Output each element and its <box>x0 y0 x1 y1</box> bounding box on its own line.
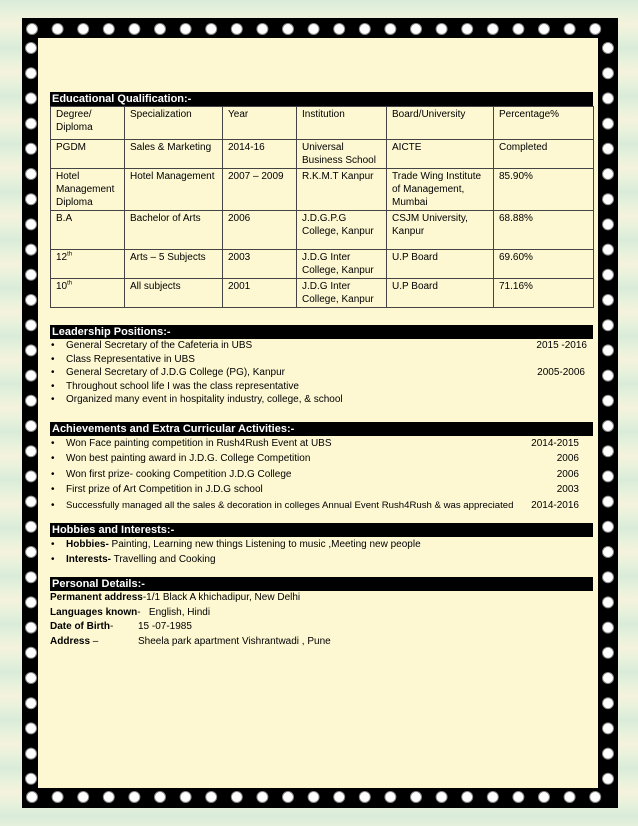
table-cell: PGDM <box>51 140 125 169</box>
film-hole-icon <box>603 521 614 532</box>
list-item: • General Secretary of J.D.G College (PG), Kanpur 2005-2006 <box>50 366 593 380</box>
table-row <box>51 250 594 279</box>
film-hole-icon <box>539 24 550 35</box>
film-hole-icon <box>487 792 498 803</box>
film-hole-icon <box>603 194 614 205</box>
item-year: 2015 -2016 <box>536 340 587 351</box>
bullet-icon: • <box>51 484 55 495</box>
film-hole-icon <box>603 143 614 154</box>
header-cell: Institution <box>297 107 387 140</box>
film-hole-icon <box>26 68 37 79</box>
film-hole-icon <box>462 792 473 803</box>
film-hole-icon <box>257 792 268 803</box>
table-cell: Universal Business School <box>297 140 387 169</box>
ordinal-suffix: th <box>67 251 73 258</box>
film-hole-icon <box>26 93 37 104</box>
film-hole-icon <box>103 792 114 803</box>
list-item: • Interests- Travelling and Cooking <box>51 554 216 565</box>
film-hole-icon <box>564 792 575 803</box>
film-hole-icon <box>26 320 37 331</box>
film-hole-icon <box>436 792 447 803</box>
table-row <box>51 140 594 169</box>
table-cell: Hotel Management Diploma <box>51 169 125 211</box>
film-hole-icon <box>308 792 319 803</box>
film-hole-icon <box>603 673 614 684</box>
achievements-title: Achievements and Extra Curricular Activities:- <box>50 422 593 436</box>
film-hole-icon <box>603 269 614 280</box>
film-hole-icon <box>231 792 242 803</box>
film-hole-icon <box>206 792 217 803</box>
table-row <box>51 211 594 250</box>
list-item: • Organized many event in hospitality industry, college, & school <box>51 394 343 405</box>
bullet-icon: • <box>51 554 55 565</box>
film-hole-icon <box>283 792 294 803</box>
film-hole-icon <box>603 597 614 608</box>
bullet-icon: • <box>51 468 55 480</box>
film-hole-icon <box>26 421 37 432</box>
film-hole-icon <box>590 24 601 35</box>
film-hole-icon <box>129 24 140 35</box>
item-year: 2014-2016 <box>531 499 579 511</box>
film-hole-icon <box>564 24 575 35</box>
bullet-icon: • <box>51 340 55 351</box>
table-cell: 85.90% <box>494 169 594 211</box>
film-hole-icon <box>231 24 242 35</box>
film-hole-icon <box>26 370 37 381</box>
film-hole-icon <box>52 792 63 803</box>
table-cell: Trade Wing Institute of Management, Mumbai <box>387 169 494 211</box>
list-item: • Throughout school life I was the class representative <box>51 380 299 392</box>
film-hole-icon <box>603 723 614 734</box>
permanent-address-row: Permanent address -1/1 Black A khichadipur, New Delhi <box>50 592 301 603</box>
film-hole-icon <box>603 773 614 784</box>
item-year: 2005-2006 <box>537 367 585 378</box>
film-hole-icon <box>603 219 614 230</box>
table-cell: 69.60% <box>494 250 594 279</box>
right-strip <box>598 18 618 808</box>
film-hole-icon <box>129 792 140 803</box>
film-hole-icon <box>411 792 422 803</box>
film-hole-icon <box>603 295 614 306</box>
film-hole-icon <box>78 24 89 35</box>
list-item: • Successfully managed all the sales & decoration in colleges Annual Event Rush4Rush & was appreciated 2014-2016 <box>50 498 593 514</box>
film-hole-icon <box>359 792 370 803</box>
leadership-list <box>50 339 593 407</box>
film-hole-icon <box>26 169 37 180</box>
table-cell: CSJM University, Kanpur <box>387 211 494 250</box>
film-hole-icon <box>26 673 37 684</box>
film-hole-icon <box>436 24 447 35</box>
header-cell: Specialization <box>125 107 223 140</box>
film-hole-icon <box>603 647 614 658</box>
film-hole-icon <box>27 24 38 35</box>
film-hole-icon <box>26 698 37 709</box>
film-hole-icon <box>26 43 37 54</box>
header-cell: Year <box>223 107 297 140</box>
leadership-title: Leadership Positions:- <box>50 325 593 339</box>
table-cell: 2003 <box>223 250 297 279</box>
film-hole-icon <box>26 194 37 205</box>
film-hole-icon <box>359 24 370 35</box>
bullet-icon: • <box>51 380 55 392</box>
film-hole-icon <box>155 24 166 35</box>
header-cell: Board/University <box>387 107 494 140</box>
film-hole-icon <box>385 792 396 803</box>
film-hole-icon <box>539 792 550 803</box>
table-cell: 2007 – 2009 <box>223 169 297 211</box>
film-hole-icon <box>603 421 614 432</box>
bullet-icon: • <box>51 499 55 511</box>
film-hole-icon <box>603 446 614 457</box>
film-hole-icon <box>26 143 37 154</box>
film-hole-icon <box>180 792 191 803</box>
list-item: • Won Face painting competition in Rush4Rush Event at UBS 2014-2015 <box>50 436 593 452</box>
film-hole-icon <box>603 68 614 79</box>
film-hole-icon <box>26 446 37 457</box>
list-item: • General Secretary of the Cafeteria in UBS 2015 -2016 <box>50 339 593 353</box>
personal-title: Personal Details:- <box>50 577 593 591</box>
film-hole-icon <box>334 792 345 803</box>
table-cell: 68.88% <box>494 211 594 250</box>
film-hole-icon <box>155 792 166 803</box>
hobbies-title: Hobbies and Interests:- <box>50 523 593 537</box>
address-row: Address – Sheela park apartment Vishrantwadi , Pune <box>50 635 331 647</box>
film-hole-icon <box>603 395 614 406</box>
table-cell: B.A <box>51 211 125 250</box>
film-hole-icon <box>513 792 524 803</box>
film-hole-icon <box>52 24 63 35</box>
film-hole-icon <box>487 24 498 35</box>
film-hole-icon <box>603 698 614 709</box>
film-hole-icon <box>603 471 614 482</box>
table-cell: J.D.G Inter College, Kanpur <box>297 250 387 279</box>
table-cell: Sales & Marketing <box>125 140 223 169</box>
film-hole-icon <box>603 118 614 129</box>
film-hole-icon <box>26 723 37 734</box>
table-cell: J.D.G Inter College, Kanpur <box>297 279 387 308</box>
dob-row: Date of Birth- 15 -07-1985 <box>50 621 192 632</box>
table-cell: U.P Board <box>387 279 494 308</box>
degree-12: 12 <box>56 252 68 263</box>
film-hole-icon <box>26 496 37 507</box>
film-hole-icon <box>26 647 37 658</box>
hobbies-label: Hobbies- <box>66 539 109 550</box>
bullet-icon: • <box>51 437 55 449</box>
interests-label: Interests- <box>66 554 112 565</box>
film-hole-icon <box>603 622 614 633</box>
list-item: • Class Representative in UBS <box>51 353 195 365</box>
table-cell: 2014-16 <box>223 140 297 169</box>
bullet-icon: • <box>51 367 55 378</box>
film-hole-icon <box>26 521 37 532</box>
table-cell: 2001 <box>223 279 297 308</box>
table-cell <box>51 279 125 308</box>
film-hole-icon <box>603 496 614 507</box>
list-item: • First prize of Art Competition in J.D.G school 2003 <box>50 482 593 498</box>
item-year: 2006 <box>556 468 579 480</box>
film-hole-icon <box>26 219 37 230</box>
education-title: Educational Qualification:- <box>50 92 593 106</box>
table-header-row <box>51 107 594 140</box>
film-hole-icon <box>603 345 614 356</box>
film-hole-icon <box>206 24 217 35</box>
film-hole-icon <box>26 773 37 784</box>
film-hole-icon <box>27 792 38 803</box>
film-hole-icon <box>26 748 37 759</box>
film-hole-icon <box>26 345 37 356</box>
film-hole-icon <box>603 93 614 104</box>
bullet-icon: • <box>51 353 55 365</box>
table-cell: Hotel Management <box>125 169 223 211</box>
resume-content <box>50 92 593 649</box>
list-item: • Hobbies- Painting, Learning new things Listening to music ,Meeting new people <box>51 539 421 550</box>
film-hole-icon <box>590 792 601 803</box>
film-hole-icon <box>26 395 37 406</box>
film-hole-icon <box>603 320 614 331</box>
list-item: • Won first prize- cooking Competition J.D.G College 2006 <box>50 467 593 483</box>
film-hole-icon <box>26 572 37 583</box>
table-cell: All subjects <box>125 279 223 308</box>
film-hole-icon <box>180 24 191 35</box>
film-hole-icon <box>26 471 37 482</box>
film-hole-icon <box>26 295 37 306</box>
film-hole-icon <box>462 24 473 35</box>
film-hole-icon <box>603 43 614 54</box>
table-cell: 2006 <box>223 211 297 250</box>
table-cell: 71.16% <box>494 279 594 308</box>
achievements-list <box>50 436 593 514</box>
education-table <box>50 106 594 308</box>
film-hole-icon <box>26 547 37 558</box>
film-hole-icon <box>257 24 268 35</box>
table-cell: R.K.M.T Kanpur <box>297 169 387 211</box>
film-hole-icon <box>513 24 524 35</box>
list-item: • Won best painting award in J.D.G. College Competition 2006 <box>50 451 593 467</box>
top-strip <box>22 18 618 40</box>
languages-row: Languages known - English, Hindi <box>50 606 211 618</box>
film-hole-icon <box>26 244 37 255</box>
hobbies-list <box>50 537 593 567</box>
table-cell <box>51 250 125 279</box>
film-hole-icon <box>26 269 37 280</box>
table-cell: AICTE <box>387 140 494 169</box>
film-hole-icon <box>26 622 37 633</box>
table-cell: Arts – 5 Subjects <box>125 250 223 279</box>
film-hole-icon <box>308 24 319 35</box>
bottom-strip <box>22 786 618 808</box>
film-hole-icon <box>603 169 614 180</box>
table-cell: Bachelor of Arts <box>125 211 223 250</box>
table-cell: Completed <box>494 140 594 169</box>
table-row <box>51 169 594 211</box>
film-hole-icon <box>26 118 37 129</box>
film-hole-icon <box>78 792 89 803</box>
header-cell: Percentage% <box>494 107 594 140</box>
film-hole-icon <box>603 547 614 558</box>
film-hole-icon <box>334 24 345 35</box>
film-hole-icon <box>385 24 396 35</box>
film-hole-icon <box>103 24 114 35</box>
item-year: 2003 <box>556 484 579 495</box>
film-hole-icon <box>26 597 37 608</box>
film-hole-icon <box>603 748 614 759</box>
film-hole-icon <box>603 370 614 381</box>
bullet-icon: • <box>51 394 55 405</box>
table-cell: J.D.G.P.G College, Kanpur <box>297 211 387 250</box>
item-year: 2014-2015 <box>531 437 579 449</box>
bullet-icon: • <box>51 453 55 464</box>
film-hole-icon <box>283 24 294 35</box>
film-hole-icon <box>411 24 422 35</box>
bullet-icon: • <box>51 539 55 550</box>
table-row <box>51 279 594 308</box>
ordinal-suffix: th <box>67 280 73 287</box>
header-cell: Degree/ Diploma <box>51 107 125 140</box>
item-year: 2006 <box>556 453 579 464</box>
film-hole-icon <box>603 244 614 255</box>
degree-10: 10 <box>56 281 68 292</box>
film-hole-icon <box>603 572 614 583</box>
table-cell: U.P Board <box>387 250 494 279</box>
